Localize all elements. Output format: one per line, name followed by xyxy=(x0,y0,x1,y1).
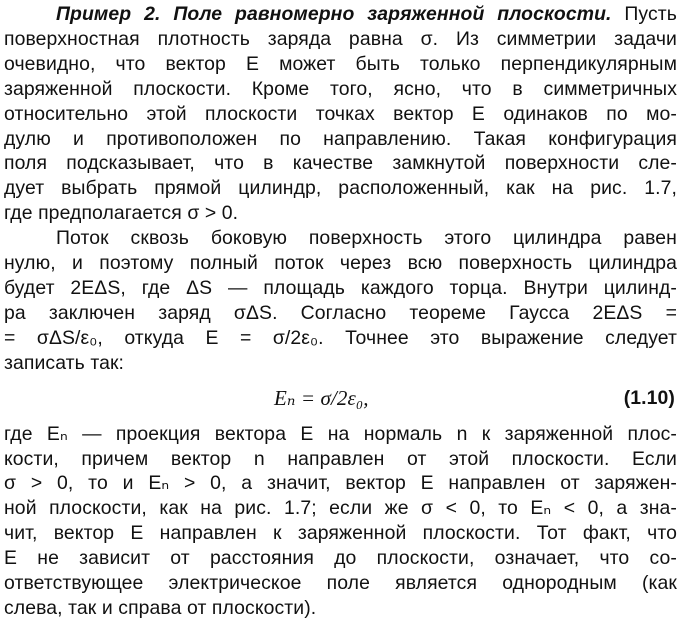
paragraph-3 xyxy=(4,422,677,621)
equation-row xyxy=(4,376,677,422)
paragraph-3-line-4: ной плоскости, как на рис. 1.7; если же σ < 0, то Eₙ < 0, а зна- xyxy=(4,497,677,520)
paragraph-3-line-2: кости, причем вектор n направлен от этой плоскости. Если xyxy=(4,447,677,470)
paragraph-1-line-6: дулю и противоположен по направлению. Такая конфигурация xyxy=(4,127,677,150)
paragraph-1-line-5: относительно этой плоскости точках вектор E одинаков по мо- xyxy=(4,102,677,125)
paragraph-1-line-1-text: Пусть xyxy=(611,3,677,25)
paragraph-2-line-3: будет 2EΔS, где ΔS — площадь каждого торца. Внутри цилинд- xyxy=(4,276,677,299)
paragraph-2-line-1: Поток сквозь боковую поверхность этого цилиндра равен xyxy=(56,227,677,250)
paragraph-3-line-3: σ > 0, то и Eₙ > 0, а значит, вектор E направлен от заряжен- xyxy=(4,472,677,495)
paragraph-1-line-3: очевидно, что вектор E может быть только перпендикулярным xyxy=(4,52,677,75)
paragraph-2 xyxy=(4,226,677,375)
paragraph-1-line-4: заряженной плоскости. Кроме того, ясно, что в симметричных xyxy=(4,77,677,100)
paragraph-1-line-8: дует выбрать прямой цилиндр, расположенный, как на рис. 1.7, xyxy=(4,177,677,200)
paragraph-3-line-7: ответствующее электрическое поле является однородным (как xyxy=(4,572,677,595)
equation-number: (1.10) xyxy=(623,386,675,409)
paragraph-1 xyxy=(4,2,677,226)
equation-1-10: Eₙ = σ/2ε₀, xyxy=(274,385,369,410)
paragraph-1-line-1 xyxy=(4,2,677,27)
paragraph-2-line-6: записать так: xyxy=(4,351,125,374)
paragraph-1-line-7: поля подсказывает, что в качестве замкнутой поверхности сле- xyxy=(4,152,677,175)
paragraph-2-line-4: ра заключен заряд σΔS. Согласно теореме Гаусса 2EΔS = xyxy=(4,301,677,324)
page xyxy=(4,2,677,621)
paragraph-3-line-1: где Eₙ — проекция вектора E на нормаль n к заряженной плос- xyxy=(4,422,677,445)
paragraph-3-line-8: слева, так и справа от плоскости). xyxy=(4,596,317,619)
paragraph-1-line-2: поверхностная плотность заряда равна σ. Из симметрии задачи xyxy=(4,27,677,50)
paragraph-3-line-5: чит, вектор E направлен к заряженной плоскости. Тот факт, что xyxy=(4,522,677,545)
paragraph-1-line-9: где предполагается σ > 0. xyxy=(4,202,239,225)
paragraph-3-line-6: E не зависит от расстояния до плоскости, означает, что со- xyxy=(4,547,677,570)
paragraph-2-line-5: = σΔS/ε₀, откуда E = σ/2ε₀. Точнее это выражение следует xyxy=(4,326,677,349)
example-title: Пример 2. Поле равномерно заряженной плоскости. xyxy=(56,3,612,25)
paragraph-2-line-2: нулю, и поэтому полный поток через всю поверхность цилиндра xyxy=(4,252,677,275)
